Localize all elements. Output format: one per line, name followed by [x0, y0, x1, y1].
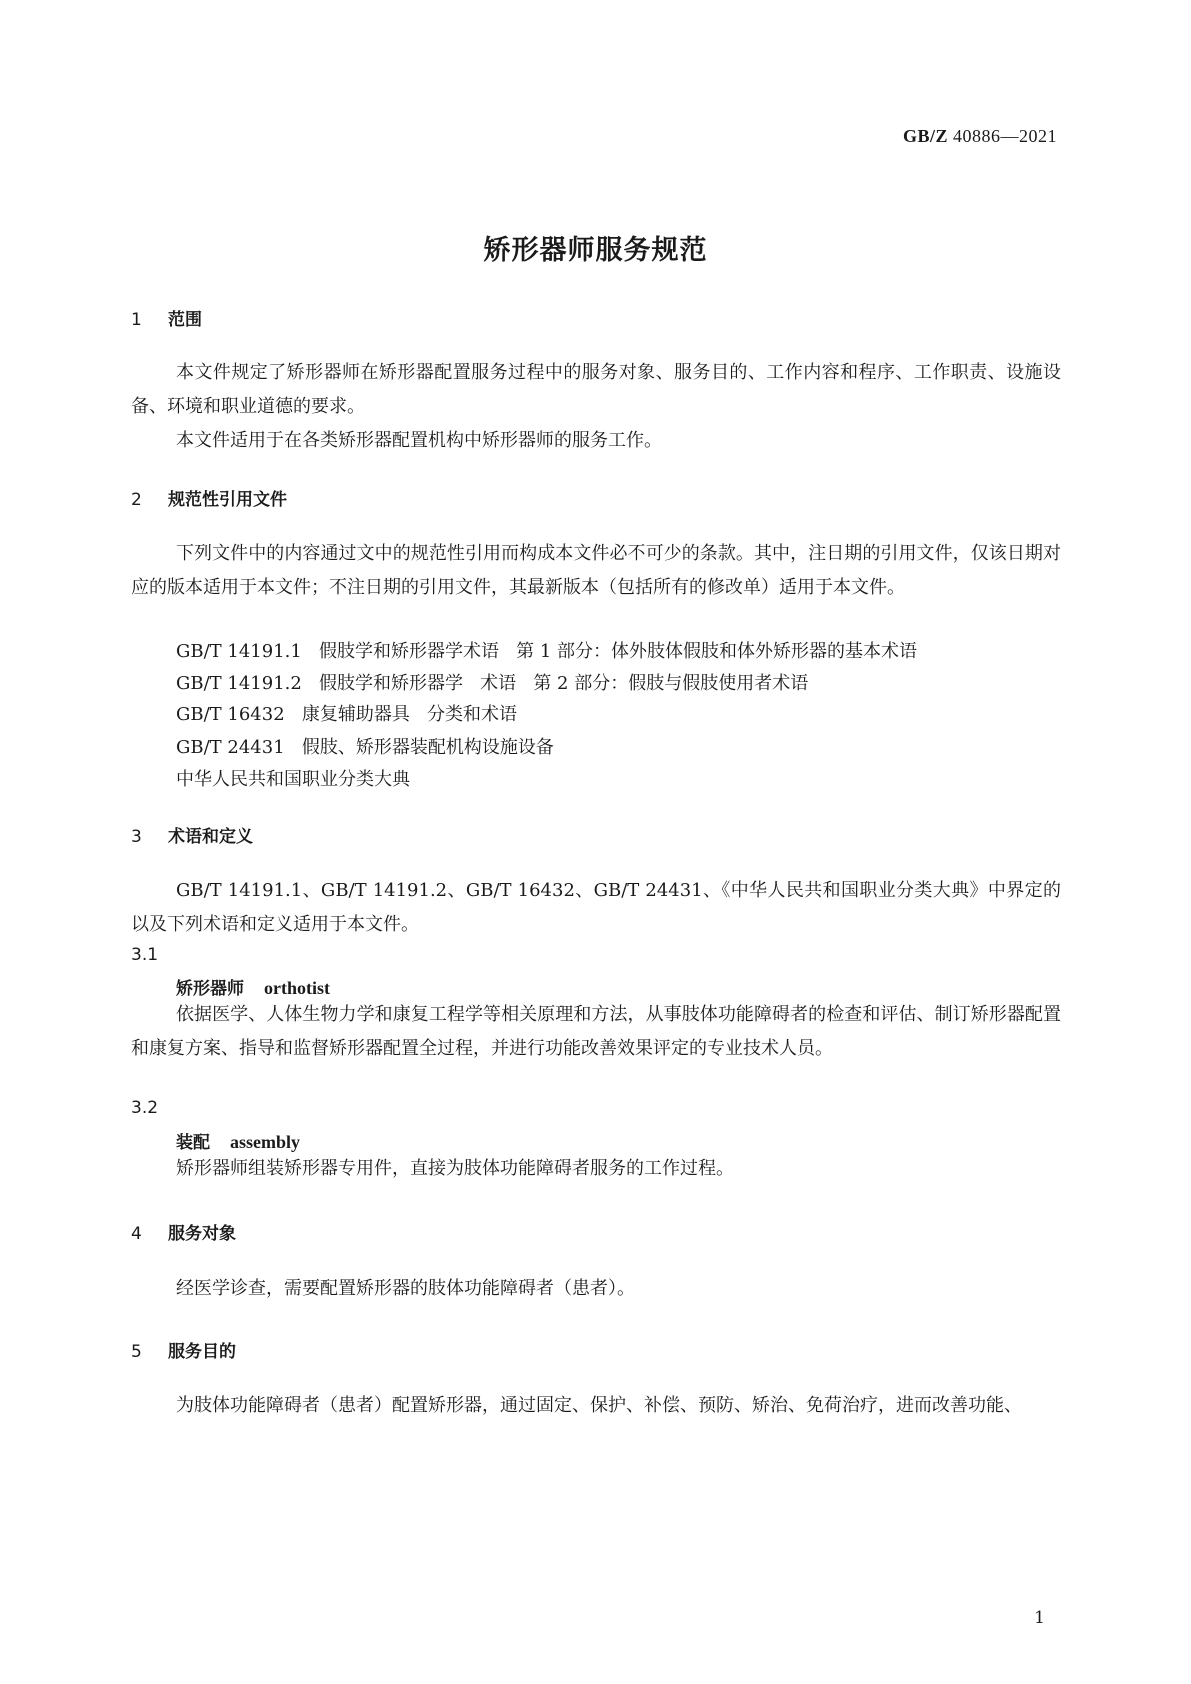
section-1-paragraph-2: 本文件适用于在各类矫形器配置机构中矫形器师的服务工作。: [176, 430, 662, 451]
standard-code-prefix: GB/Z: [902, 126, 948, 146]
section-title: 服务对象: [168, 1224, 236, 1244]
term-3-2-number: 3.2: [131, 1098, 159, 1118]
section-number: 2: [131, 490, 142, 510]
standard-code: [903, 126, 1057, 147]
document-title: 矫形器师服务规范: [483, 235, 708, 266]
reference-item: GB/T 14191.2 假肢学和矫形器学 术语 第 2 部分：假肢与假肢使用者术语: [176, 673, 809, 694]
section-1-heading: [131, 305, 202, 330]
section-1-paragraph-1: 本文件规定了矫形器师在矫形器配置服务过程中的服务对象、服务目的、工作内容和程序、工作职责、设施设备、环境和职业道德的要求。: [131, 362, 1061, 417]
term-chinese: 矫形器师: [176, 979, 244, 999]
section-number: 1: [131, 310, 142, 330]
standard-code-number: 40886—2021: [953, 126, 1057, 146]
page-number: 1: [1034, 1608, 1045, 1628]
reference-item: 中华人民共和国职业分类大典: [176, 769, 410, 790]
section-4-paragraph-1: 经医学诊查，需要配置矫形器的肢体功能障碍者（患者）。: [176, 1278, 635, 1299]
term-3-2-definition: 矫形器师组装矫形器专用件，直接为肢体功能障碍者服务的工作过程。: [176, 1158, 734, 1179]
reference-item: GB/T 16432 康复辅助器具 分类和术语: [176, 704, 517, 725]
section-title: 服务目的: [168, 1342, 236, 1362]
term-3-2-heading: [176, 1128, 300, 1153]
section-3-paragraph-1: GB/T 14191.1、GB/T 14191.2、GB/T 16432、GB/T 24431、《中华人民共和国职业分类大典》中界定的以及下列术语和定义适用于本文件。: [131, 880, 1061, 935]
term-chinese: 装配: [176, 1133, 210, 1153]
reference-item: GB/T 24431 假肢、矫形器装配机构设施设备: [176, 737, 554, 758]
section-title: 术语和定义: [168, 827, 253, 847]
section-number: 4: [131, 1224, 142, 1244]
section-number: 3: [131, 827, 142, 847]
section-5-paragraph-1: 为肢体功能障碍者（患者）配置矫形器，通过固定、保护、补偿、预防、矫治、免荷治疗，进而改善功能、: [176, 1395, 1022, 1416]
section-5-heading: [131, 1337, 236, 1362]
section-title: 规范性引用文件: [168, 490, 287, 510]
section-2-heading: [131, 485, 287, 510]
section-title: 范围: [168, 310, 202, 330]
section-3-heading: [131, 822, 253, 847]
section-2-paragraph-1: 下列文件中的内容通过文中的规范性引用而构成本文件必不可少的条款。其中，注日期的引用文件，仅该日期对应的版本适用于本文件；不注日期的引用文件，其最新版本（包括所有的修改单）适用于本文件。: [131, 543, 1061, 598]
term-3-1-definition: 依据医学、人体生物力学和康复工程学等相关原理和方法，从事肢体功能障碍者的检查和评估、制订矫形器配置和康复方案、指导和监督矫形器配置全过程，并进行功能改善效果评定的专业技术人员。: [131, 1004, 1061, 1059]
term-english: assembly: [230, 1132, 301, 1152]
section-number: 5: [131, 1342, 142, 1362]
term-3-1-heading: [176, 974, 330, 999]
section-4-heading: [131, 1219, 236, 1244]
term-3-1-number: 3.1: [131, 945, 159, 965]
term-english: orthotist: [264, 978, 330, 998]
reference-item: GB/T 14191.1 假肢学和矫形器学术语 第 1 部分：体外肢体假肢和体外矫形器的基本术语: [176, 641, 918, 662]
